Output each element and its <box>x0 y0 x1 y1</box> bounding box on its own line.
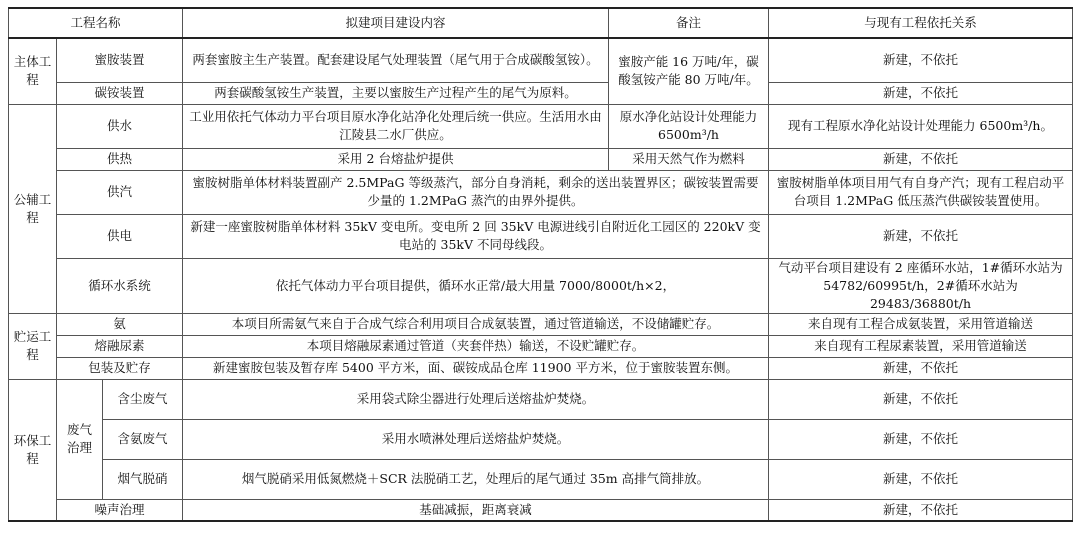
row-name: 氨 <box>57 313 183 335</box>
category-utility: 公辅工程 <box>9 104 57 313</box>
table-row <box>9 499 1073 521</box>
row-relation: 新建，不依托 <box>769 82 1073 104</box>
table-row <box>9 214 1073 258</box>
row-content: 本项目熔融尿素通过管道（夹套伴热）输送，不设贮罐贮存。 <box>183 335 769 357</box>
row-content: 两套蜜胺主生产装置。配套建设尾气处理装置（尾气用于合成碳酸氢铵）。 <box>183 38 609 82</box>
header-content: 拟建项目建设内容 <box>183 8 609 38</box>
row-name: 供水 <box>57 104 183 148</box>
row-content: 基础减振，距离衰减 <box>183 499 769 521</box>
row-relation: 来自现有工程合成氨装置，采用管道输送 <box>769 313 1073 335</box>
row-relation: 新建，不依托 <box>769 459 1073 499</box>
table-row <box>9 419 1073 459</box>
row-name: 含氨废气 <box>103 419 183 459</box>
row-content: 新建一座蜜胺树脂单体材料 35kV 变电所。变电所 2 回 35kV 电源进线引自附近化工园区的 220kV 变电站的 35kV 不同母线段。 <box>183 214 769 258</box>
row-content: 采用袋式除尘器进行处理后送熔盐炉焚烧。 <box>183 379 769 419</box>
category-storage: 贮运工程 <box>9 313 57 379</box>
table-row <box>9 104 1073 148</box>
table-row <box>9 258 1073 313</box>
row-content: 采用水喷淋处理后送熔盐炉焚烧。 <box>183 419 769 459</box>
table-row <box>9 313 1073 335</box>
subcategory-exhaust: 废气治理 <box>57 379 103 499</box>
row-remark: 采用天然气作为燃料 <box>609 148 769 170</box>
row-relation: 新建，不依托 <box>769 499 1073 521</box>
row-relation: 新建，不依托 <box>769 357 1073 379</box>
row-relation: 新建，不依托 <box>769 419 1073 459</box>
row-relation: 新建，不依托 <box>769 148 1073 170</box>
row-relation: 气动平台项目建设有 2 座循环水站，1#循环水站为 54782/60995t/h，2#循环水站为 29483/36880t/h <box>769 258 1073 313</box>
table-row <box>9 148 1073 170</box>
row-remark: 蜜胺产能 16 万吨/年，碳酸氢铵产能 80 万吨/年。 <box>609 38 769 104</box>
row-relation: 蜜胺树脂单体项目用气有自身产汽；现有工程启动平台项目 1.2MPaG 低压蒸汽供碳铵装置使用。 <box>769 170 1073 214</box>
header-remark: 备注 <box>609 8 769 38</box>
row-content: 两套碳酸氢铵生产装置，主要以蜜胺生产过程产生的尾气为原料。 <box>183 82 609 104</box>
row-name: 碳铵装置 <box>57 82 183 104</box>
row-relation: 新建，不依托 <box>769 379 1073 419</box>
row-relation: 来自现有工程尿素装置，采用管道输送 <box>769 335 1073 357</box>
row-relation: 新建，不依托 <box>769 214 1073 258</box>
row-relation: 新建，不依托 <box>769 38 1073 82</box>
row-name: 供电 <box>57 214 183 258</box>
row-content: 烟气脱硝采用低氮燃烧＋SCR 法脱硝工艺，处理后的尾气通过 35m 高排气筒排放。 <box>183 459 769 499</box>
row-content: 采用 2 台熔盐炉提供 <box>183 148 609 170</box>
row-name: 循环水系统 <box>57 258 183 313</box>
row-relation: 现有工程原水净化站设计处理能力 6500m³/h。 <box>769 104 1073 148</box>
category-env: 环保工程 <box>9 379 57 521</box>
row-name: 烟气脱硝 <box>103 459 183 499</box>
row-name: 供热 <box>57 148 183 170</box>
row-name: 包装及贮存 <box>57 357 183 379</box>
header-relation: 与现有工程依托关系 <box>769 8 1073 38</box>
header-project-name: 工程名称 <box>9 8 183 38</box>
category-main: 主体工程 <box>9 38 57 104</box>
row-content: 蜜胺树脂单体材料装置副产 2.5MPaG 等级蒸汽，部分自身消耗，剩余的送出装置界区；碳铵装置需要少量的 1.2MPaG 蒸汽的由界外提供。 <box>183 170 769 214</box>
table-row <box>9 170 1073 214</box>
table-row <box>9 379 1073 419</box>
row-name: 供汽 <box>57 170 183 214</box>
row-name: 熔融尿素 <box>57 335 183 357</box>
row-content: 工业用依托气体动力平台项目原水净化站净化处理后统一供应。生活用水由江陵县二水厂供应。 <box>183 104 609 148</box>
row-content: 依托气体动力平台项目提供，循环水正常/最大用量 7000/8000t/h×2， <box>183 258 769 313</box>
table-row <box>9 459 1073 499</box>
table-row <box>9 335 1073 357</box>
row-content: 新建蜜胺包装及暂存库 5400 平方米，面、碳铵成品仓库 11900 平方米，位于蜜胺装置东侧。 <box>183 357 769 379</box>
project-table-wrapper <box>8 7 1073 522</box>
row-name: 噪声治理 <box>57 499 183 521</box>
row-name: 蜜胺装置 <box>57 38 183 82</box>
table-row <box>9 357 1073 379</box>
project-construction-table <box>8 7 1073 522</box>
row-content: 本项目所需氨气来自于合成气综合利用项目合成氨装置，通过管道输送，不设储罐贮存。 <box>183 313 769 335</box>
table-header-row <box>9 8 1073 38</box>
row-remark: 原水净化站设计处理能力 6500m³/h <box>609 104 769 148</box>
row-name: 含尘废气 <box>103 379 183 419</box>
table-row <box>9 38 1073 82</box>
table-row <box>9 82 1073 104</box>
